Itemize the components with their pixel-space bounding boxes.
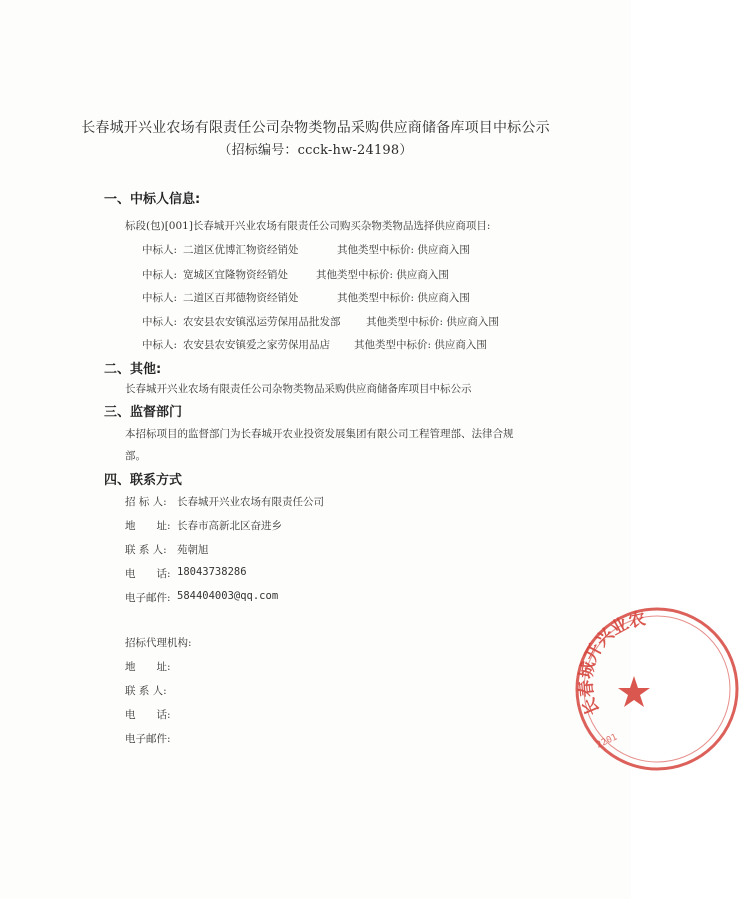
section-heading-other: 二、其他: [104,362,162,377]
contact-value: 长春市高新北区奋进乡 [177,520,282,532]
winner-name: 农安县农安镇泓运劳保用品批发部 [183,316,341,328]
winner-price: 其他类型中标价: 供应商入围 [316,269,449,281]
section-heading-contact: 四、联系方式 [104,473,183,488]
supervision-text-line1: 本招标项目的监督部门为长春城开农业投资发展集团有限公司工程管理部、法律合规 [125,428,514,440]
winner-price: 其他类型中标价: 供应商入围 [354,339,487,351]
winner-name: 宽城区宜隆物资经销处 [183,269,288,281]
winner-label: 中标人: [142,316,178,328]
contact-value: 苑朝旭 [177,544,209,556]
document-subtitle: （招标编号：ccck-hw-24198） [218,143,413,158]
winner-label: 中标人: [142,292,178,304]
winner-name: 农安县农安镇爱之家劳保用品店 [183,339,330,351]
winner-label: 中标人: [142,244,178,256]
contact-value: 长春城开兴业农场有限责任公司 [177,496,324,508]
section-intro: 标段(包)[001]长春城开兴业农场有限责任公司购买杂物类物品选择供应商项目: [125,220,491,232]
svg-text:2201: 2201 [595,732,619,751]
contact-label: 电子邮件: [125,592,171,604]
section-heading-winner-info: 一、中标人信息: [104,192,201,207]
contact-value: 18043738286 [177,566,247,578]
winner-price: 其他类型中标价: 供应商入围 [337,292,470,304]
contact-label: 地 址: [125,520,171,532]
winner-price: 其他类型中标价: 供应商入围 [337,244,470,256]
agency-label: 电 话: [125,709,171,721]
svg-text:长春城开兴业农: 长春城开兴业农 [576,609,648,719]
contact-label: 招 标 人: [125,496,167,508]
agency-label: 招标代理机构: [125,637,192,649]
winner-name: 二道区百邦德物资经销处 [183,292,299,304]
company-seal-stamp [572,604,742,774]
contact-label: 联 系 人: [125,544,167,556]
contact-label: 电 话: [125,568,171,580]
agency-label: 联 系 人: [125,685,167,697]
section-heading-supervision: 三、监督部门 [104,405,183,420]
agency-label: 电子邮件: [125,733,171,745]
supervision-text-line2: 部。 [125,450,146,462]
agency-label: 地 址: [125,661,171,673]
winner-label: 中标人: [142,339,178,351]
winner-name: 二道区优博汇物资经销处 [183,244,299,256]
section-other-text: 长春城开兴业农场有限责任公司杂物类物品采购供应商储备库项目中标公示 [125,383,472,395]
winner-price: 其他类型中标价: 供应商入围 [366,316,499,328]
document-title: 长春城开兴业农场有限责任公司杂物类物品采购供应商储备库项目中标公示 [81,120,550,136]
contact-value: 584404003@qq.com [177,590,279,602]
winner-label: 中标人: [142,269,178,281]
